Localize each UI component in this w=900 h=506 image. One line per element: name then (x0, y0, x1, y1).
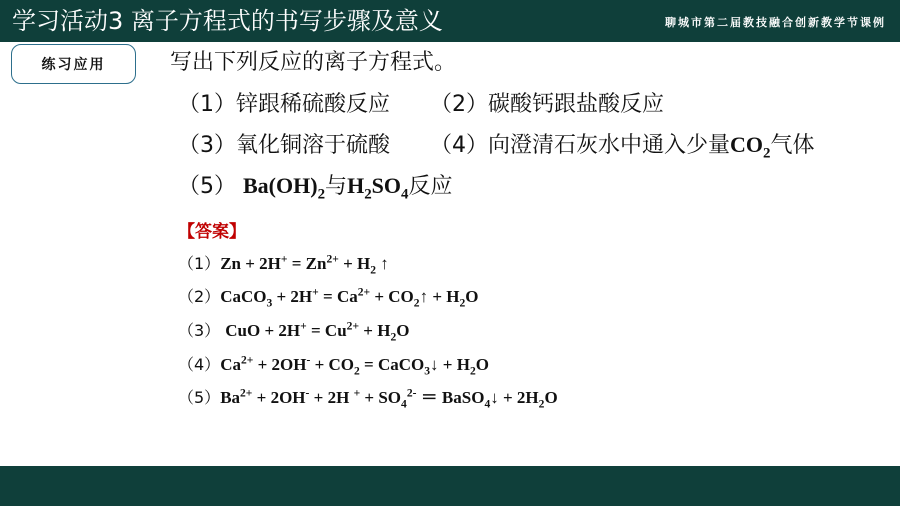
answer-label: 【答案】 (178, 222, 246, 242)
question-intro: 写出下列反应的离子方程式。 (170, 50, 457, 75)
section-tag-label: 练习应用 (41, 57, 106, 73)
footer-bar (0, 466, 900, 506)
header-subtitle: 聊城市第二届教技融合创新教学节课例 (665, 16, 886, 29)
answer-3: （3） CuO + $2H^+ = Cu^{2+} + H_2O$ (178, 319, 410, 344)
page-title: 学习活动3 离子方程式的书写步骤及意义 (12, 7, 443, 35)
question-1: （1）锌跟稀硫酸反应 (178, 92, 390, 117)
answer-1: $(1)Zn + 2H^+ = Zn^{2+} + H_2$ ↑ (178, 252, 389, 277)
answer-2: （2）CaCO$_3$ + $2H^+ = Ca^{2+}$ + $CO_2↑ + H_2O$ (178, 285, 479, 310)
answer-5: $(5)Ba^{2+} + 2OH^- + 2H$ $^+ + SO_4^{2-}$ ＝ BaSO$_4$↓ + $2H_2O$ (178, 386, 558, 411)
question-row-1 (178, 90, 664, 120)
question-3: （3）氧化铜溶于硫酸 (178, 133, 390, 158)
question-4: （4）向澄清石灰水中通入少量$CO_2$气体 (430, 132, 815, 162)
section-tag (11, 44, 136, 84)
question-row-2 (178, 130, 815, 161)
question-2: （2）碳酸钙跟盐酸反应 (430, 92, 664, 117)
answer-4: $(4)Ca^{2+} + 2OH^- + CO_2$ = CaCO$_3$↓ + $H_2O$ (178, 353, 489, 378)
question-5: （5） $Ba(OH)_2$与$H_2SO_4$反应 (178, 173, 453, 203)
header-bar (0, 0, 900, 42)
